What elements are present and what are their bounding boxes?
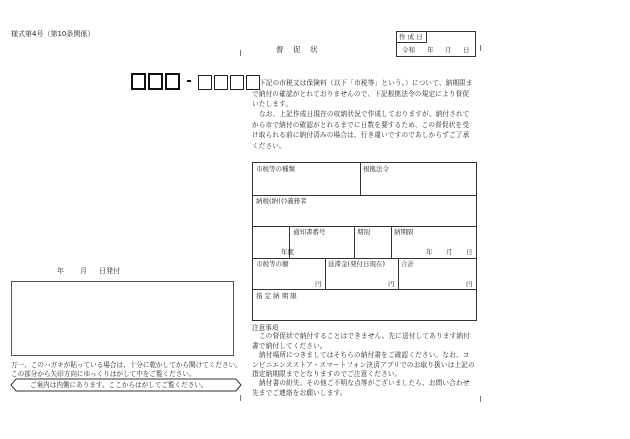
period-label: 期別 xyxy=(357,228,370,236)
note-1: この督促状で納付することはできません。先に送付してあります納付書で納付してください。 xyxy=(252,332,471,350)
fold-tick xyxy=(480,45,481,51)
amount-label: 市税等の額 xyxy=(256,260,289,268)
note-3: 納付書の紛失、その他ご不明な点等がございましたら、お問い合わせ先までご連絡をお願いします。 xyxy=(252,379,470,397)
legal-basis-label: 根拠法令 xyxy=(363,165,389,173)
form-number: 様式第4号（第10条関係） xyxy=(11,30,95,38)
fold-tick xyxy=(240,395,241,401)
issue-date: 年 月 日発付 xyxy=(57,267,120,275)
specified-due-label: 指 定 納 期 限 xyxy=(256,292,297,300)
left-note-1: 万一、このハガキが貼っている場合は、十分に乾かしてから開けてください。 xyxy=(11,361,242,369)
fold-tick xyxy=(480,396,481,402)
taxpayer-label: 納税(納付)義務者 xyxy=(256,197,307,205)
peel-banner[interactable]: ご案内は内側にあります。ここからはがしてご覧ください。 xyxy=(30,381,208,389)
notes-heading: 注意事項 xyxy=(252,324,279,332)
tax-table: 市税等の種類 根拠法令 納税(納付)義務者 通知書番号 期別 納期限 年度 年 月 日 市税等の額 延滞金(発付日現在) 合計 円 円 円 指 定 納 期 限 xyxy=(252,162,477,321)
tax-type-label: 市税等の種類 xyxy=(256,165,295,173)
page-title: 督 促 状 xyxy=(276,45,319,54)
address-window xyxy=(11,281,234,356)
created-date-box: 作 成 日 令和 年 月 日 xyxy=(396,31,476,57)
notice-number-label: 通知書番号 xyxy=(293,228,326,236)
left-note-2: この部分から矢印方向にゆっくりはがして中をご覧ください。 xyxy=(11,370,196,378)
postal-code-boxes xyxy=(131,73,262,94)
total-label: 合計 xyxy=(401,260,414,268)
late-fee-label: 延滞金(発付日現在) xyxy=(328,260,386,268)
fold-tick xyxy=(240,50,241,56)
fiscal-year-label: 年度 xyxy=(281,248,294,256)
body-paragraph-1: 下記の市税又は保険料（以下「市税等」という。）について、納期限まで納付の確認がとれておりませんので、下記根拠法令の規定により督促いたします。 xyxy=(252,79,473,108)
body-paragraph-2: なお、上記作成日現在の収納状況で作成しておりますが、納付されてから市で納付の確認がとれるまでに日数を要するため、この督促状を受け取られる前に納付済みの場合は、行き違いですのであしからずご了承ください。 xyxy=(252,110,470,150)
due-date-label: 納期限 xyxy=(394,228,414,236)
note-2: 納付場所につきましてはそちらの納付書をご確認ください。なお、コンビニエンスストア・スマートフォン決済アプリでのお取り扱いは上記の指定納期限までとなりますのでご注意ください。 xyxy=(252,351,475,378)
